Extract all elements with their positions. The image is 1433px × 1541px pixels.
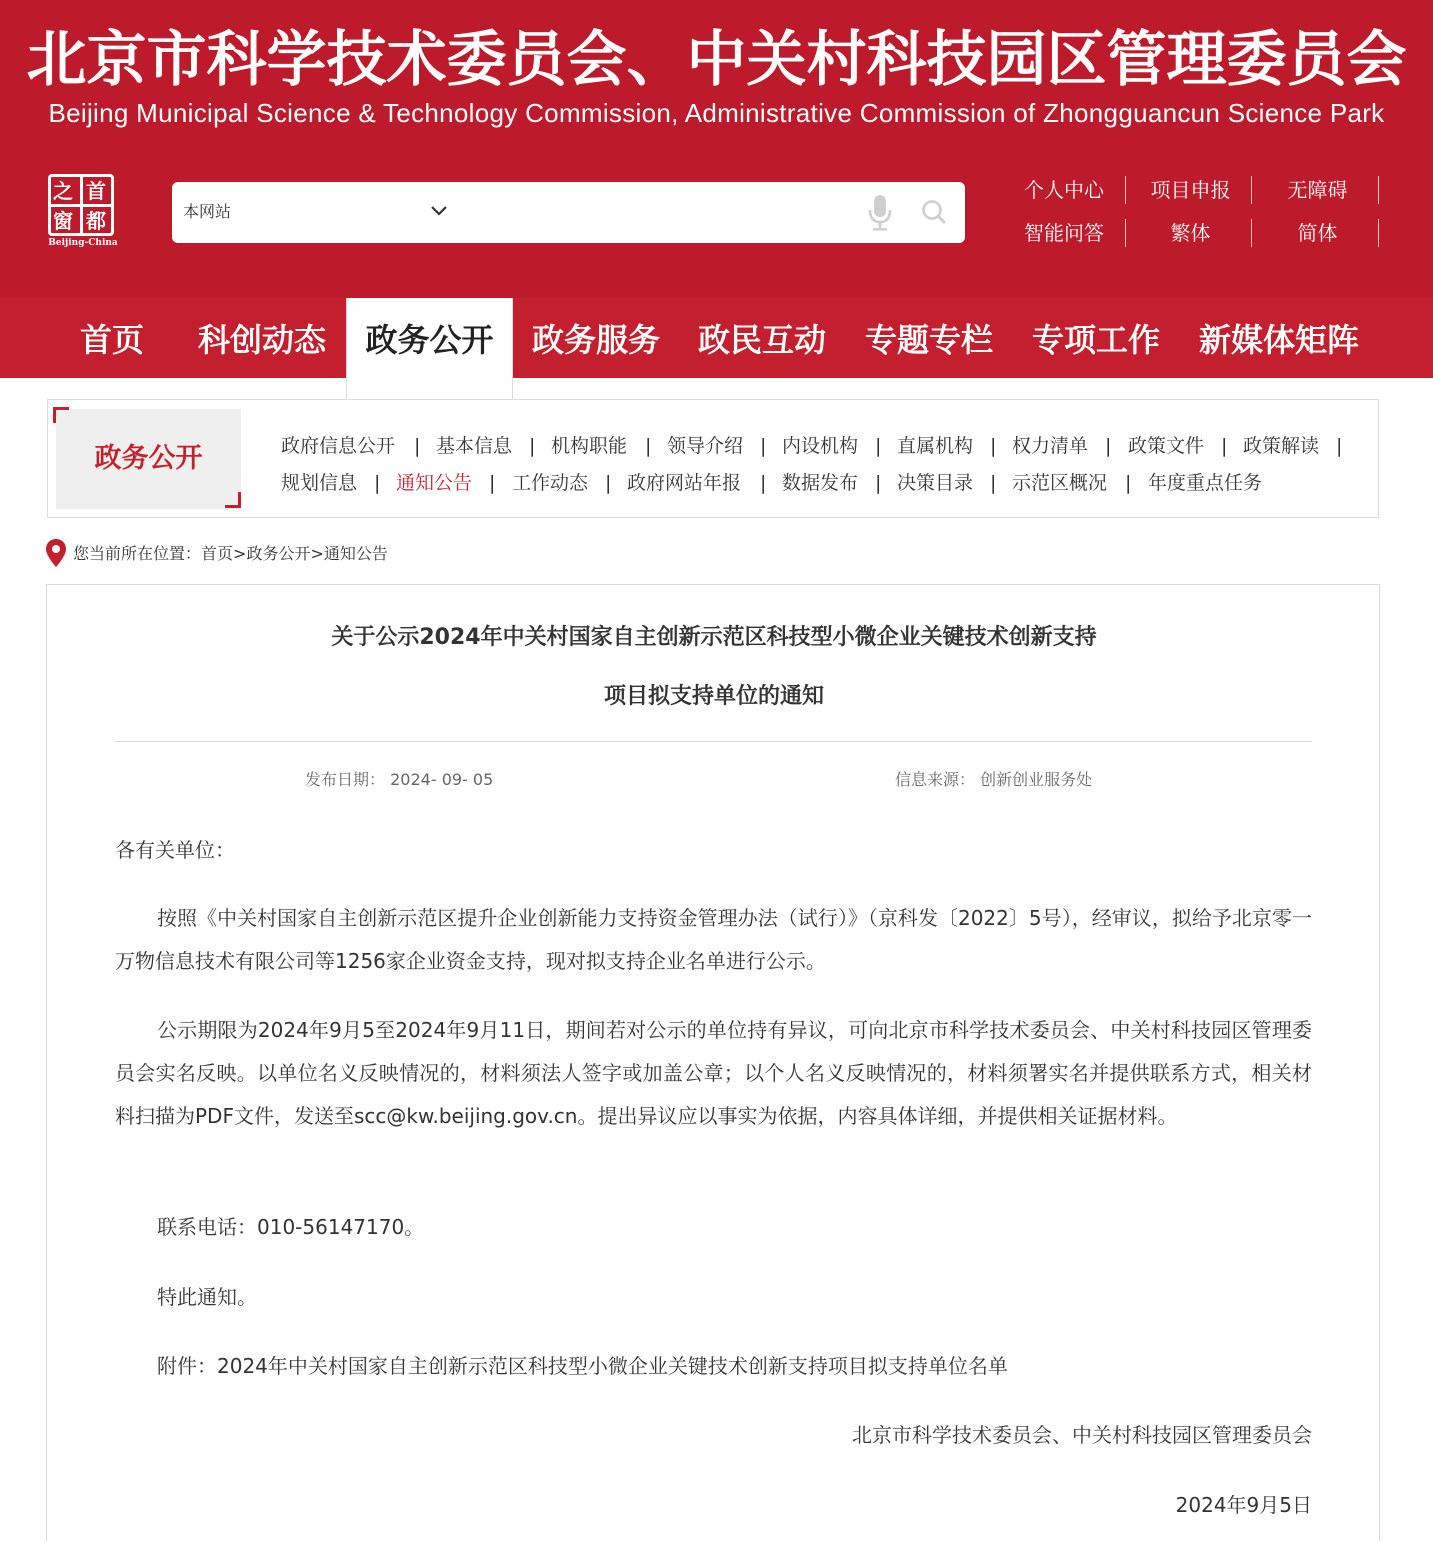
- info-source: [895, 769, 1092, 791]
- logo-divider: [80, 174, 83, 236]
- corner-decoration: [53, 407, 69, 423]
- sublink-annual-tasks[interactable]: 年度重点任务: [1148, 472, 1263, 494]
- paragraph-1: 按照《中关村国家自主创新示范区提升企业创新能力支持资金管理办法（试行）》（京科发〔2022〕5号），经审议，拟给予北京零一万物信息技术有限公司等1256家企业资金支持，现对拟支持企业名单进行公示。: [115, 906, 1312, 973]
- accessibility-link[interactable]: 无障碍: [1287, 178, 1348, 202]
- article-container: [46, 584, 1380, 1541]
- breadcrumb-separator: >: [233, 544, 247, 563]
- contact-phone: 联系电话：010-56147170。: [157, 1215, 425, 1239]
- sublink-separator: |: [875, 472, 882, 494]
- nav-item-new-media[interactable]: 新媒体矩阵: [1198, 321, 1359, 359]
- sublink-separator: |: [760, 435, 767, 457]
- sublink-separator: |: [990, 472, 997, 494]
- sublink-policy-interpretation[interactable]: 政策解读: [1243, 435, 1320, 457]
- sublink-separator: |: [529, 435, 536, 457]
- breadcrumb-item-notices[interactable]: 通知公告: [323, 544, 388, 563]
- sublink-separator: |: [1336, 435, 1343, 457]
- sublink-separator: |: [414, 435, 421, 457]
- sublink-annual-report[interactable]: 政府网站年报: [627, 472, 742, 494]
- link-divider: [1125, 219, 1126, 247]
- project-application-link[interactable]: 项目申报: [1150, 178, 1231, 202]
- logo-char: 首: [86, 179, 106, 203]
- nav-item-home[interactable]: 首页: [79, 321, 144, 359]
- capital-window-logo[interactable]: [46, 174, 120, 252]
- sublink-separator: |: [605, 472, 612, 494]
- nav-item-government-services[interactable]: 政务服务: [531, 321, 660, 359]
- location-pin-icon: [45, 538, 67, 568]
- section-title: 政务公开: [56, 409, 241, 509]
- sub-nav: [47, 399, 1379, 518]
- logo-char: 之: [53, 179, 73, 203]
- microphone-icon[interactable]: [868, 194, 892, 232]
- nav-item-government-affairs[interactable]: 政务公开: [346, 298, 513, 400]
- breadcrumb: [73, 543, 388, 565]
- sublink-separator: |: [990, 435, 997, 457]
- info-source-label: 信息来源：: [895, 770, 976, 789]
- signature-date: 2024年9月5日: [1175, 1493, 1312, 1517]
- info-source-value: 创新创业服务处: [980, 770, 1093, 789]
- link-divider: [1378, 219, 1379, 247]
- sublink-separator: |: [374, 472, 381, 494]
- corner-decoration: [225, 492, 241, 508]
- sublink-separator: |: [1105, 435, 1112, 457]
- sublink-separator: |: [489, 472, 496, 494]
- paragraph-2: 公示期限为2024年9月5至2024年9月11日，期间若对公示的单位持有异议，可向北京市科学技术委员会、中关村科技园区管理委员会实名反映。以单位名义反映情况的，材料须法人签字或加盖公章；以个人名义反映情况的，材料须署实名并提供联系方式，相关材料扫描为PDF文件，发送至scc@kw.beijing.gov.cn。提出异议应以事实为依据，内容具体详细，并提供相关证据材料。: [115, 1018, 1312, 1128]
- sublink-policy-docs[interactable]: 政策文件: [1128, 435, 1205, 457]
- search-scope-select[interactable]: 本网站: [183, 202, 232, 221]
- closing-line: 特此通知。: [157, 1285, 257, 1309]
- logo-char: 窗: [53, 209, 73, 233]
- sublink-separator: |: [1221, 435, 1228, 457]
- publish-date-value: 2024- 09- 05: [390, 770, 494, 789]
- breadcrumb-prefix: 您当前所在位置：: [73, 544, 202, 563]
- sublink-basic-info[interactable]: 基本信息: [436, 435, 513, 457]
- attachment-link[interactable]: 附件：2024年中关村国家自主创新示范区科技型小微企业关键技术创新支持项目拟支持单位名单: [157, 1354, 1008, 1378]
- search-bar: [172, 182, 965, 243]
- search-icon[interactable]: [920, 198, 948, 226]
- nav-item-special-work[interactable]: 专项工作: [1031, 321, 1160, 359]
- link-divider: [1251, 176, 1252, 204]
- title-divider: [115, 741, 1312, 742]
- sublink-separator: |: [1125, 472, 1132, 494]
- logo-char: 都: [86, 209, 106, 233]
- sublink-internal-depts[interactable]: 内设机构: [782, 435, 859, 457]
- site-subtitle: Beijing Municipal Science & Technology Commission, Administrative Commission of Zhongguancun Science Park: [48, 98, 1385, 128]
- article-title-line-1: 关于公示2024年中关村国家自主创新示范区科技型小微企业关键技术创新支持: [331, 625, 1097, 650]
- publish-date-label: 发布日期：: [305, 770, 386, 789]
- chevron-down-icon[interactable]: [430, 204, 448, 218]
- sublink-planning[interactable]: 规划信息: [281, 472, 358, 494]
- link-divider: [1251, 219, 1252, 247]
- sublink-decision-catalog[interactable]: 决策目录: [897, 472, 974, 494]
- sublink-affiliates[interactable]: 直属机构: [897, 435, 974, 457]
- logo-caption: Beijing-China: [48, 238, 118, 248]
- breadcrumb-item-home[interactable]: 首页: [201, 544, 234, 563]
- main-nav: [0, 298, 1433, 378]
- sublink-zone-overview[interactable]: 示范区概况: [1012, 472, 1108, 494]
- site-title: 北京市科学技术委员会、中关村科技园区管理委员会: [26, 25, 1407, 95]
- simplified-chinese-link[interactable]: 简体: [1297, 221, 1338, 245]
- nav-item-innovation-news[interactable]: 科创动态: [197, 321, 326, 359]
- traditional-chinese-link[interactable]: 繁体: [1170, 221, 1211, 245]
- sublink-separator: |: [760, 472, 767, 494]
- link-divider: [1378, 176, 1379, 204]
- article-title-line-2: 项目拟支持单位的通知: [603, 684, 824, 709]
- publish-date: [305, 769, 493, 791]
- salutation: 各有关单位：: [115, 838, 235, 862]
- breadcrumb-separator: >: [310, 544, 324, 563]
- site-header: [0, 0, 1433, 298]
- personal-center-link[interactable]: 个人中心: [1024, 178, 1104, 202]
- link-divider: [1125, 176, 1126, 204]
- sublink-separator: |: [645, 435, 652, 457]
- sublink-data-release[interactable]: 数据发布: [782, 472, 859, 494]
- sublink-notices[interactable]: 通知公告: [396, 472, 473, 494]
- sublink-power-list[interactable]: 权力清单: [1012, 435, 1089, 457]
- sublink-leaders[interactable]: 领导介绍: [667, 435, 744, 457]
- signature-org: 北京市科学技术委员会、中关村科技园区管理委员会: [852, 1423, 1312, 1447]
- breadcrumb-item-government-affairs[interactable]: 政务公开: [246, 544, 311, 563]
- sublink-work-updates[interactable]: 工作动态: [512, 472, 589, 494]
- sublink-gov-info[interactable]: 政府信息公开: [281, 435, 396, 457]
- sublink-separator: |: [875, 435, 882, 457]
- smart-qa-link[interactable]: 智能问答: [1024, 221, 1104, 245]
- nav-item-public-interaction[interactable]: 政民互动: [697, 321, 826, 359]
- nav-item-special-topics[interactable]: 专题专栏: [864, 321, 993, 359]
- sublink-functions[interactable]: 机构职能: [551, 435, 628, 457]
